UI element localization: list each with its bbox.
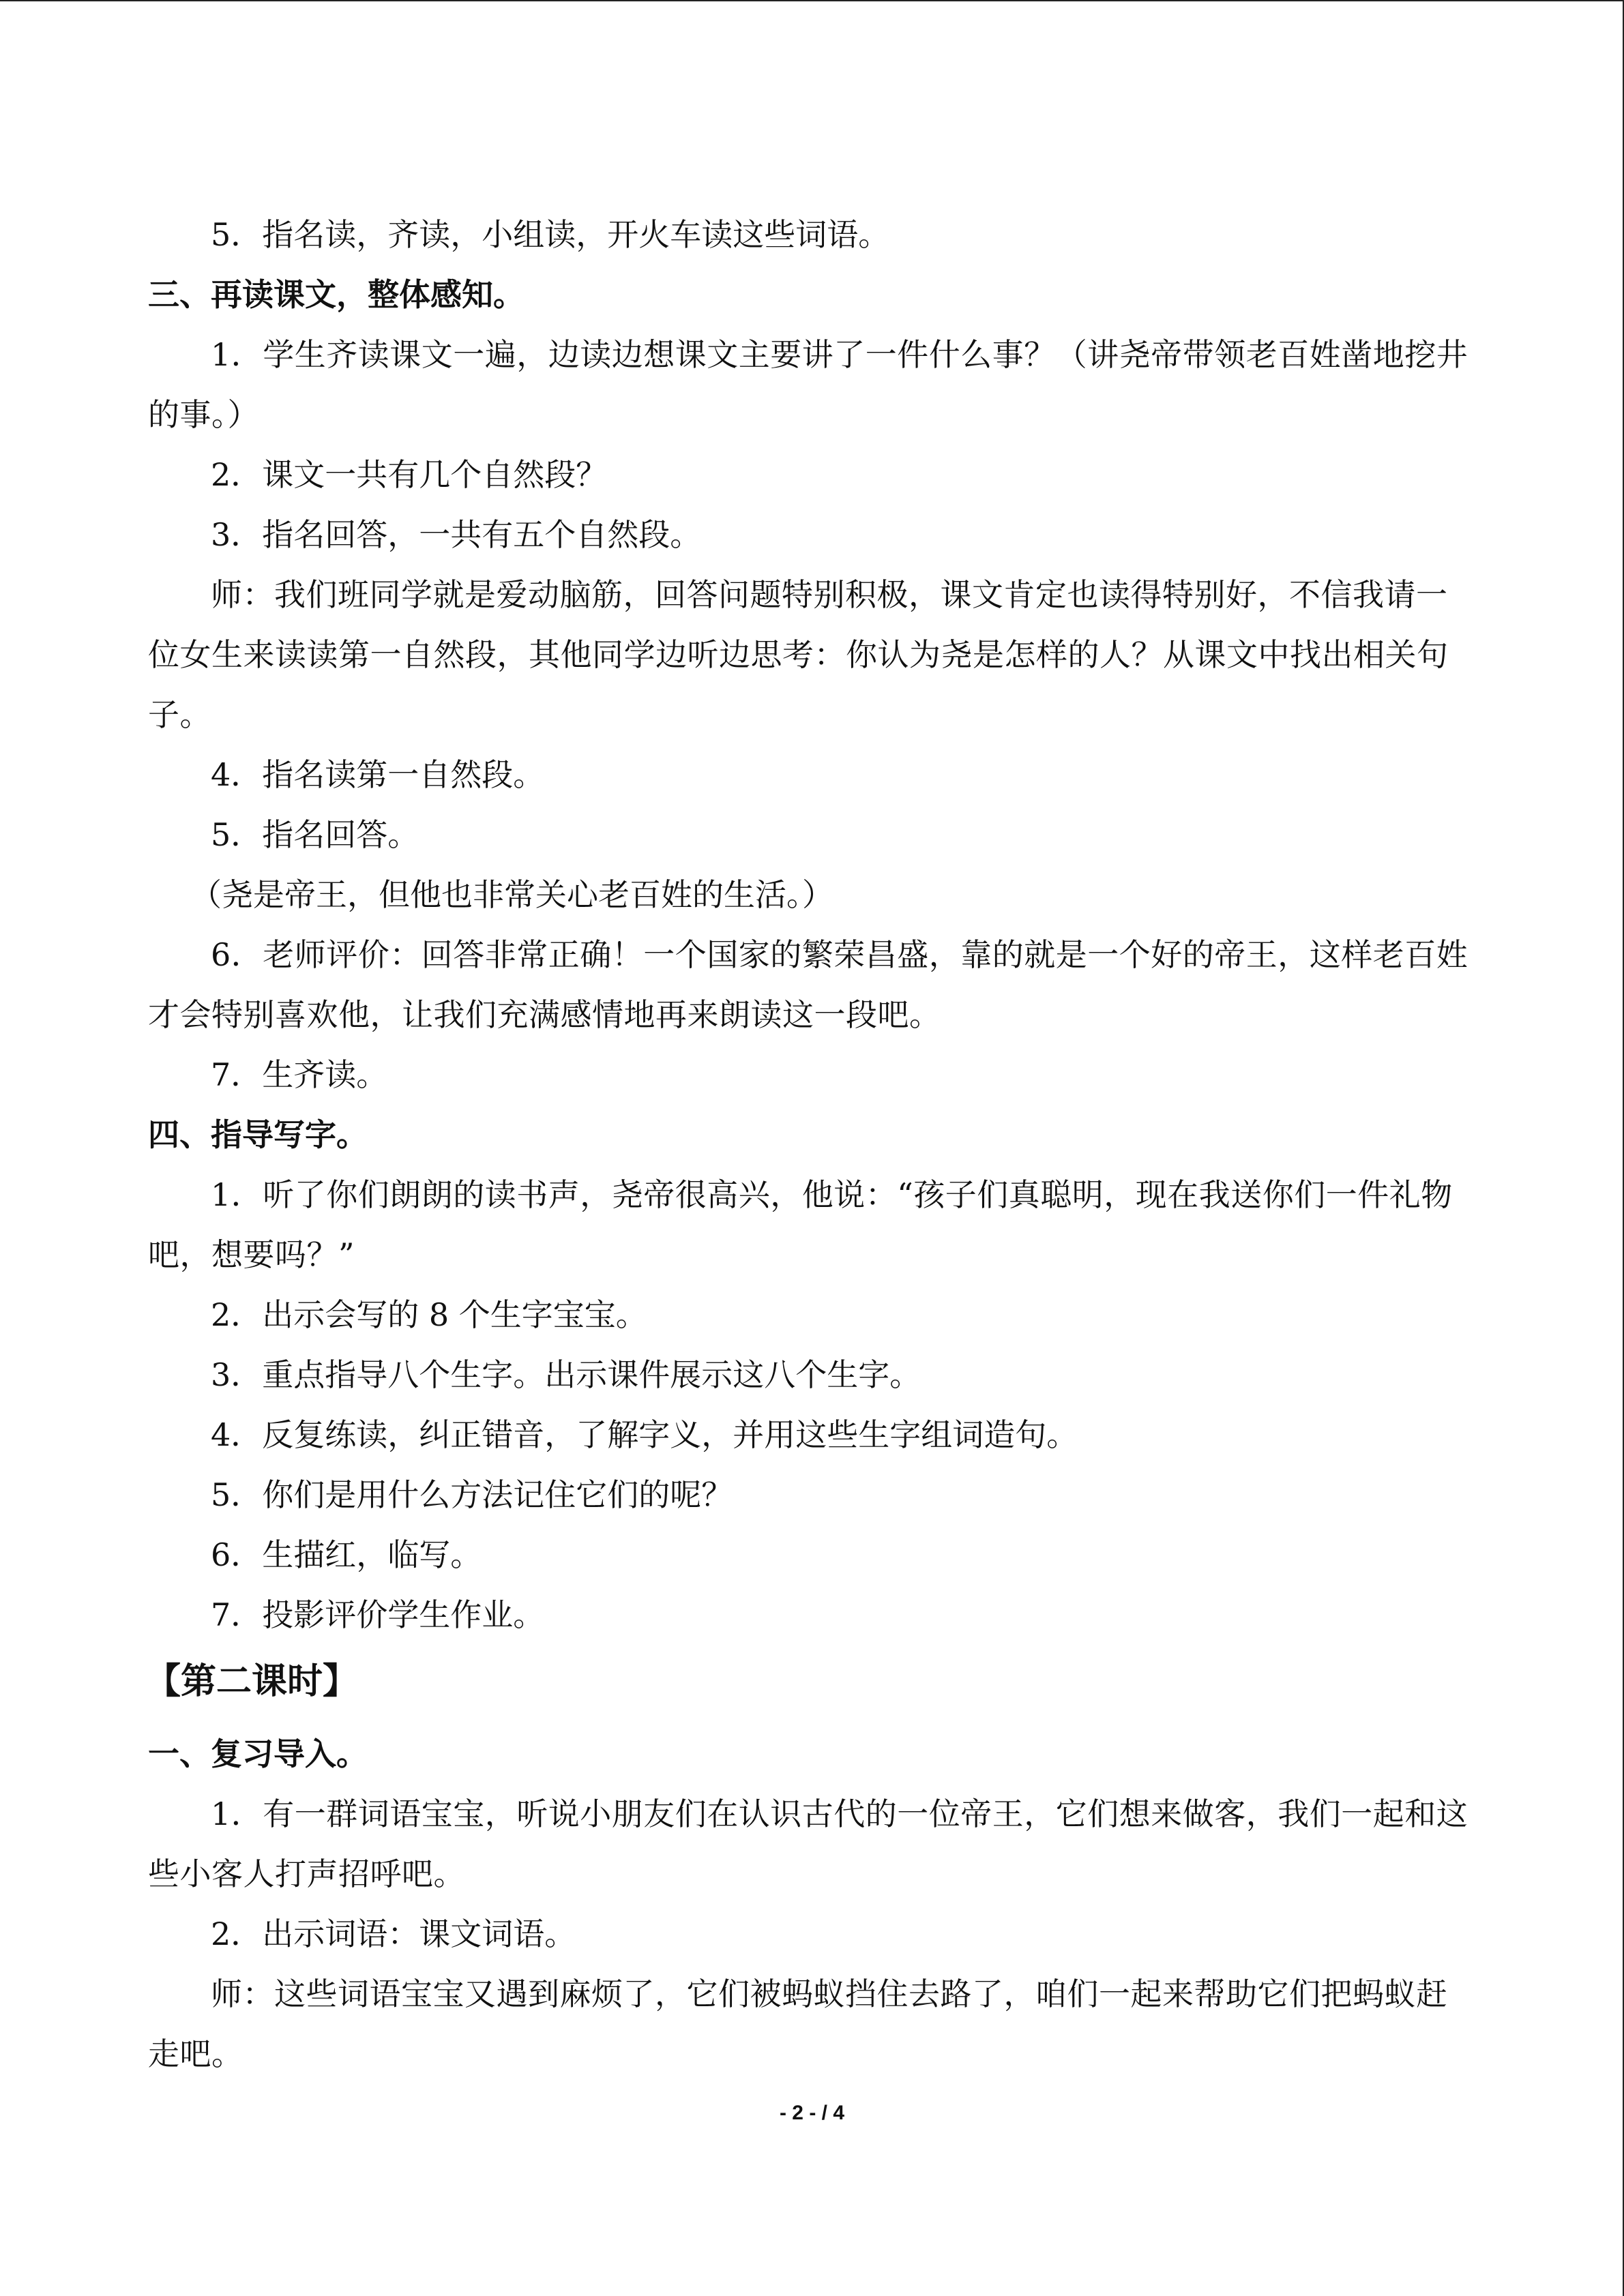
document-body: [145, 205, 1478, 2084]
writing-paragraph-1: 1．听了你们朗朗的读书声，尧帝很高兴，他说：“孩子们真聪明，现在我送你们一件礼物吧，想要吗？”: [148, 1176, 1453, 1273]
section-heading-reread: 三、再读课文，整体感知。: [148, 276, 525, 313]
teacher-paragraph: 师：我们班同学就是爱动脑筋，回答问题特别积极，课文肯定也读得特别好，不信我请一位女生来读读第一自然段，其他同学边听边思考：你认为尧是怎样的人？从课文中找出相关句子。: [148, 576, 1449, 733]
paragraph-5: 5．指名回答。: [211, 816, 419, 853]
writing-paragraph-5: 5．你们是用什么方法记住它们的呢？: [211, 1476, 733, 1513]
page-number: - 2 - / 4: [779, 2102, 845, 2124]
paragraph-3: 3．指名回答，一共有五个自然段。: [211, 516, 702, 553]
writing-paragraph-4: 4．反复练读，纠正错音，了解字义，并用这些生字组词造句。: [211, 1416, 1078, 1453]
paragraph-7: 7．生齐读。: [211, 1056, 388, 1093]
writing-paragraph-6: 6．生描红，临写。: [211, 1536, 482, 1573]
paragraph-2: 2．课文一共有几个自然段？: [211, 456, 608, 493]
paragraph-4: 4．指名读第一自然段。: [211, 756, 545, 793]
step-5-reading: 5．指名读，齐读，小组读，开火车读这些词语。: [211, 216, 890, 253]
writing-paragraph-2: 2．出示会写的 8 个生字宝宝。: [211, 1296, 647, 1333]
review-teacher-paragraph: 师：这些词语宝宝又遇到麻烦了，它们被蚂蚁挡住去路了，咱们一起来帮助它们把蚂蚁赶走吧。: [148, 1976, 1448, 2072]
paragraph-6: 6．老师评价：回答非常正确！一个国家的繁荣昌盛，靠的就是一个好的帝王，这样老百姓才会特别喜欢他，让我们充满感情地再来朗读这一段吧。: [148, 936, 1468, 1033]
writing-paragraph-3: 3．重点指导八个生字。出示课件展示这八个生字。: [211, 1356, 921, 1393]
section-heading-review: 一、复习导入。: [148, 1735, 368, 1772]
answer-note: （尧是帝王，但他也非常关心老百姓的生活。）: [190, 876, 833, 913]
section-heading-writing: 四、指导写字。: [148, 1116, 368, 1153]
review-paragraph-1: 1．有一群词语宝宝，听说小朋友们在认识古代的一位帝王，它们想来做客，我们一起和这些小客人打声招呼吧。: [148, 1795, 1468, 1892]
paragraph-1: 1．学生齐读课文一遍，边读边想课文主要讲了一件什么事？（讲尧帝带领老百姓凿地挖井的事。）: [148, 336, 1468, 433]
lesson-title: 【第二课时】: [145, 1660, 359, 1702]
review-paragraph-2: 2．出示词语：课文词语。: [211, 1915, 576, 1952]
writing-paragraph-7: 7．投影评价学生作业。: [211, 1596, 545, 1633]
